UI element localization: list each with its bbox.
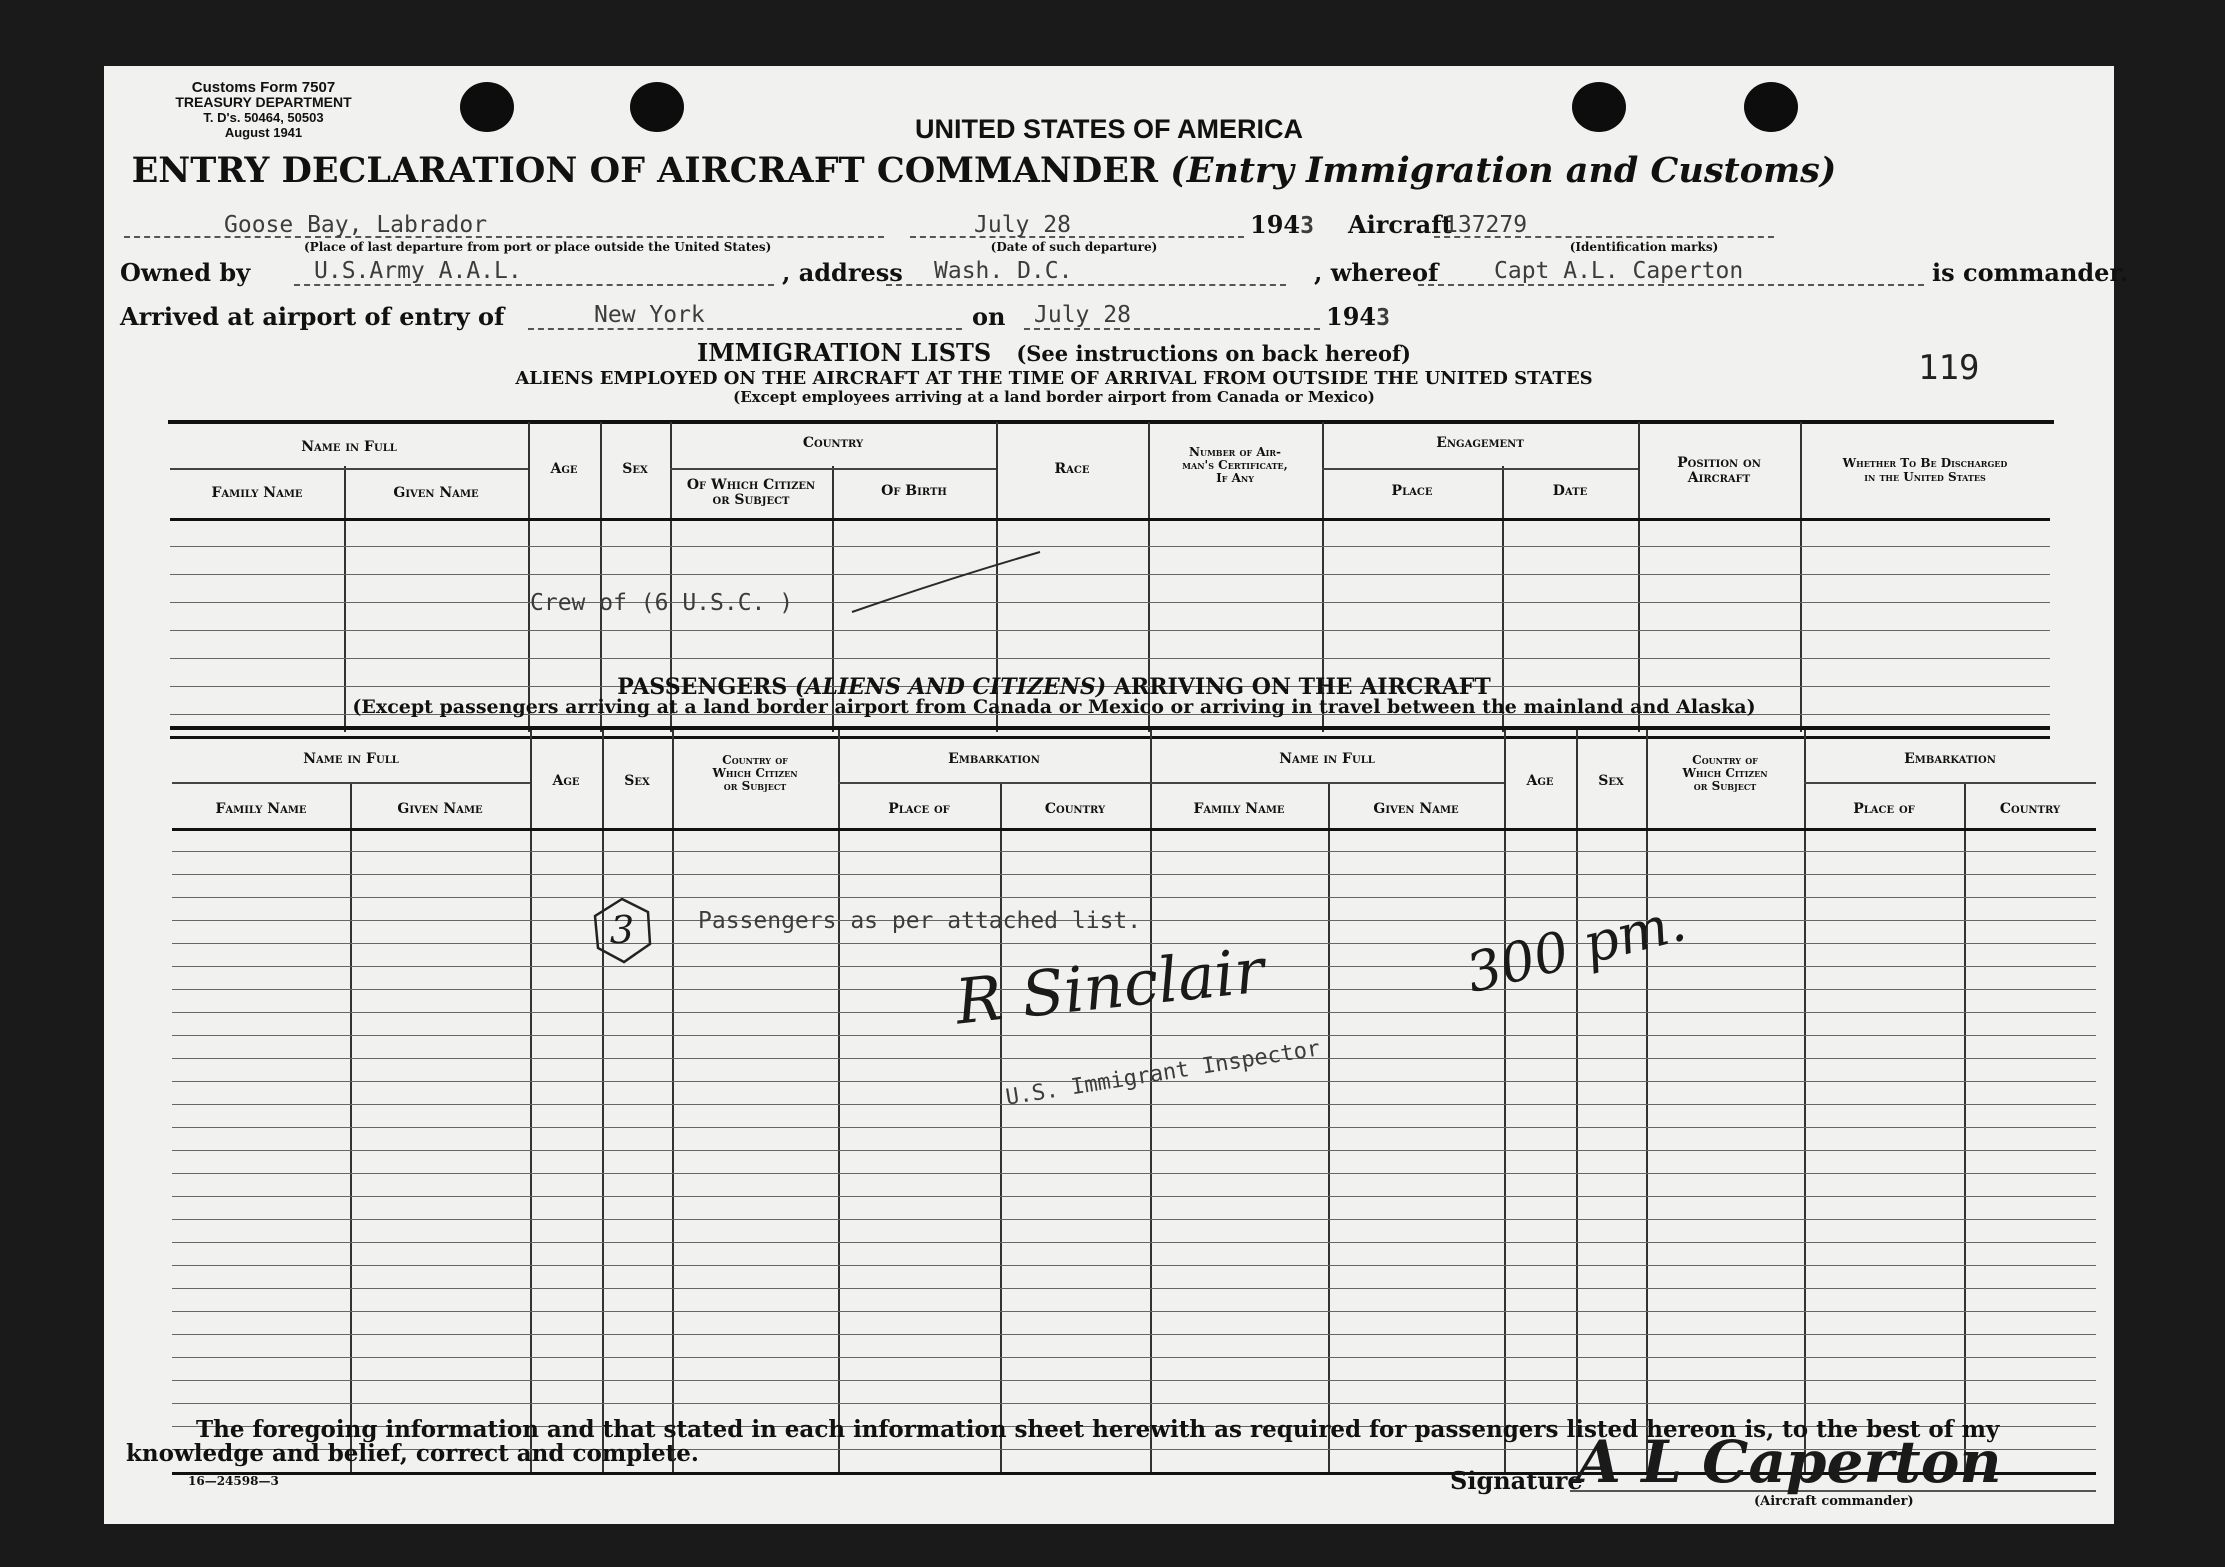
arrived-label: Arrived at airport of entry of: [120, 302, 505, 331]
form-date: August 1941: [224, 125, 303, 140]
signature-label: Signature: [1450, 1466, 1583, 1495]
aliens-col-date: Date: [1552, 483, 1588, 499]
departure-place-caption: (Place of last departure from port or place outside the United States): [304, 240, 772, 254]
commander-signature: A L Caperton: [1576, 1428, 2002, 1496]
aliens-col-race: Race: [1054, 461, 1090, 477]
table-row-line: [172, 1403, 2096, 1404]
table-row-line: [172, 1035, 2096, 1036]
circled-passenger-count: [590, 896, 654, 966]
identification-caption: (Identification marks): [1569, 240, 1719, 254]
pass-col-family-2: Family Name: [1193, 801, 1285, 817]
treasury-decisions: T. D's. 50464, 50503: [203, 110, 324, 125]
aliens-col-position: Position on Aircraft: [1677, 455, 1761, 486]
document-sheet: [104, 66, 2129, 1524]
department: TREASURY DEPARTMENT: [175, 94, 352, 110]
pass-name-in-full-2: Name in Full: [1279, 751, 1375, 767]
table-row-line: [172, 1127, 2096, 1128]
table-row-line: [172, 943, 2096, 944]
crew-entry: Crew of (6 U.S.C. ): [530, 590, 794, 616]
inspector-stamp: U.S. Immigrant Inspector: [1004, 1036, 1322, 1111]
form-number: Customs Form 7507: [191, 79, 336, 96]
table-row-line: [172, 1173, 2096, 1174]
arrival-airport-value: New York: [594, 302, 705, 328]
form-title-main: ENTRY DECLARATION OF AIRCRAFT COMMANDER: [131, 150, 1158, 191]
form-title: [104, 150, 1864, 191]
table-row-line: [172, 1334, 2096, 1335]
departure-year-digit: 3: [1300, 213, 1314, 239]
pass-name-in-full-1: Name in Full: [303, 751, 399, 767]
aliens-col-family: Family Name: [211, 485, 303, 501]
aliens-country: Country: [802, 435, 864, 451]
print-code: 16—24598—3: [188, 1474, 279, 1488]
whereof-label: , whereof: [1314, 258, 1439, 287]
table-row-line: [172, 1242, 2096, 1243]
pass-col-family-1: Family Name: [215, 801, 307, 817]
aliens-col-sex: Sex: [622, 461, 648, 477]
pass-col-citizen-2: Country of Which Citizen or Subject: [1682, 753, 1768, 793]
aliens-col-discharged: Whether To Be Discharged in the United States: [1842, 456, 2008, 484]
departure-date-value: July 28: [974, 212, 1071, 238]
aircraft-id-value: 137279: [1444, 212, 1528, 238]
table-row-line: [172, 874, 2096, 875]
table-row-line: [172, 1196, 2096, 1197]
aliens-exception: (Except employees arriving at a land border airport from Canada or Mexico): [733, 388, 1375, 406]
pass-col-sex-2: Sex: [1598, 773, 1624, 789]
inspector-signature: R Sinclair: [952, 933, 1268, 1039]
country-title: UNITED STATES OF AMERICA: [915, 114, 1303, 144]
aliens-col-citizen: Of Which Citizen or Subject: [686, 477, 816, 508]
pass-col-country-2: Country: [1999, 801, 2061, 817]
table-row-line: [172, 851, 2096, 852]
aircraft-label: Aircraft: [1348, 210, 1453, 239]
on-label: on: [972, 302, 1006, 331]
pass-col-given-2: Given Name: [1373, 801, 1459, 817]
aliens-col-birth: Of Birth: [881, 483, 947, 499]
table-row-line: [172, 1150, 2096, 1151]
table-row-line: [172, 1219, 2096, 1220]
crew-slash-mark: [844, 546, 1044, 626]
pass-col-given-1: Given Name: [397, 801, 483, 817]
arrival-date-value: July 28: [1034, 302, 1131, 328]
table-row-line: [172, 1288, 2096, 1289]
pass-col-age-2: Age: [1526, 773, 1554, 789]
departure-date-caption: (Date of such departure): [990, 240, 1158, 254]
aliens-col-certificate: Number of Air- man's Certificate, If Any: [1182, 445, 1288, 485]
pass-col-place-1: Place of: [888, 801, 950, 817]
table-row-line: [172, 1104, 2096, 1105]
table-row-line: [172, 1380, 2096, 1381]
signature-caption: (Aircraft commander): [1754, 1494, 1914, 1509]
pass-col-age-1: Age: [552, 773, 580, 789]
pass-embarkation-2: Embarkation: [1904, 751, 1996, 767]
table-row-line: [172, 1265, 2096, 1266]
pass-embarkation-1: Embarkation: [948, 751, 1040, 767]
arrival-year-digit: 3: [1376, 305, 1390, 331]
page-number: 119: [1918, 348, 1980, 388]
year-label-1: 1943: [1250, 210, 1314, 239]
aliens-col-place: Place: [1391, 483, 1433, 499]
passengers-note: Passengers as per attached list.: [698, 908, 1142, 934]
pass-col-place-2: Place of: [1853, 801, 1915, 817]
owned-by-label: Owned by: [120, 258, 251, 287]
arrival-time-note: 300 pm.: [1460, 890, 1692, 1006]
aliens-col-given: Given Name: [393, 485, 479, 501]
certification-text: The foregoing information and that stated in each information sheet herewith as required for passengers listed hereon is, to the best of my knowledge and belief, correct and complete.: [126, 1416, 2000, 1467]
pass-col-sex-1: Sex: [624, 773, 650, 789]
form-title-sub: (Entry Immigration and Customs): [1170, 150, 1837, 191]
address-value: Wash. D.C.: [934, 258, 1073, 284]
passenger-count-digit: 3: [609, 908, 635, 952]
table-row-line: [172, 897, 2096, 898]
table-row-line: [172, 1058, 2096, 1059]
passengers-title: PASSENGERS (ALIENS AND CITIZENS) ARRIVING ON THE AIRCRAFT: [617, 674, 1491, 700]
commander-value: Capt A.L. Caperton: [1494, 258, 1744, 284]
address-label: , address: [782, 258, 903, 287]
owner-value: U.S.Army A.A.L.: [314, 258, 522, 284]
aliens-heading: ALIENS EMPLOYED ON THE AIRCRAFT AT THE TIME OF ARRIVAL FROM OUTSIDE THE UNITED STATES: [515, 368, 1593, 389]
aliens-name-in-full: Name in Full: [301, 439, 397, 455]
year-label-2: 1943: [1326, 302, 1390, 331]
aliens-col-age: Age: [550, 461, 578, 477]
table-row-line: [172, 1311, 2096, 1312]
pass-col-citizen-1: Country of Which Citizen or Subject: [712, 753, 798, 793]
pass-col-country-1: Country: [1044, 801, 1106, 817]
passengers-exception: (Except passengers arriving at a land border airport from Canada or Mexico or arriving in travel between the mainland and Alaska): [352, 696, 1756, 718]
is-commander-label: is commander.: [1932, 258, 2129, 287]
departure-place-value: Goose Bay, Labrador: [224, 212, 488, 238]
aliens-engagement: Engagement: [1436, 435, 1524, 451]
immigration-heading: IMMIGRATION LISTS (See instructions on back hereof): [697, 338, 1411, 367]
table-row-line: [172, 1357, 2096, 1358]
